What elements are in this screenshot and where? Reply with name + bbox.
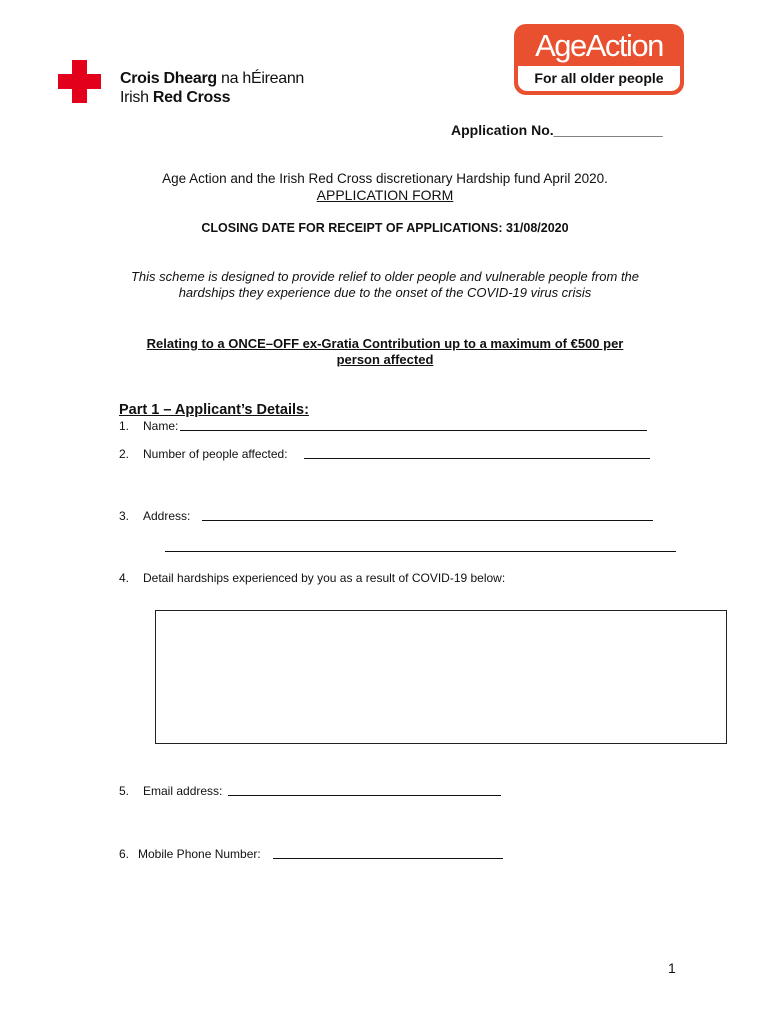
address-input-line-2[interactable] [165,551,676,552]
address-input-line-1[interactable] [202,520,653,521]
people-affected-input-line[interactable] [304,458,650,459]
address-label: 3. Address: [119,509,191,523]
scheme-line-2: hardships they experience due to the onset of the COVID-19 virus crisis [178,285,592,300]
form-title: APPLICATION FORM [316,187,454,203]
red-cross-icon-bar [58,74,101,89]
page-number: 1 [668,960,676,976]
hardships-text-box[interactable] [155,610,727,744]
application-number: Application No.______________ [451,122,663,138]
name-field-label: 1. Name: [119,419,179,433]
scheme-description [0,269,770,301]
people-affected-label: 2. Number of people affected: [119,447,288,461]
red-cross-irish-name: Crois Dhearg na hÉireann [120,70,305,87]
part1-heading: Part 1 – Applicant’s Details: [119,402,309,418]
age-action-logo [514,24,684,95]
contribution-line-1: Relating to a ONCE–OFF ex-Gratia Contribution up to a maximum of €500 per [146,336,624,351]
fund-subtitle: Age Action and the Irish Red Cross discretionary Hardship fund April 2020. [162,171,608,186]
mobile-label: 6. Mobile Phone Number: [119,847,261,861]
name-input-line[interactable] [180,430,647,431]
contribution-notice [0,336,770,368]
scheme-line-1: This scheme is designed to provide relief to older people and vulnerable people from the [130,269,640,284]
closing-date: CLOSING DATE FOR RECEIPT OF APPLICATIONS: 31/08/2020 [201,221,569,235]
email-input-line[interactable] [228,795,501,796]
mobile-input-line[interactable] [273,858,503,859]
age-action-title: AgeAction [535,28,663,63]
hardships-label: 4. Detail hardships experienced by you as a result of COVID-19 below: [119,571,506,585]
age-action-tagline: For all older people [534,70,664,86]
age-action-tagline-bar [518,66,680,91]
red-cross-english-name: Irish Red Cross [120,89,231,106]
contribution-line-2: person affected [336,352,434,367]
email-label: 5. Email address: [119,784,223,798]
